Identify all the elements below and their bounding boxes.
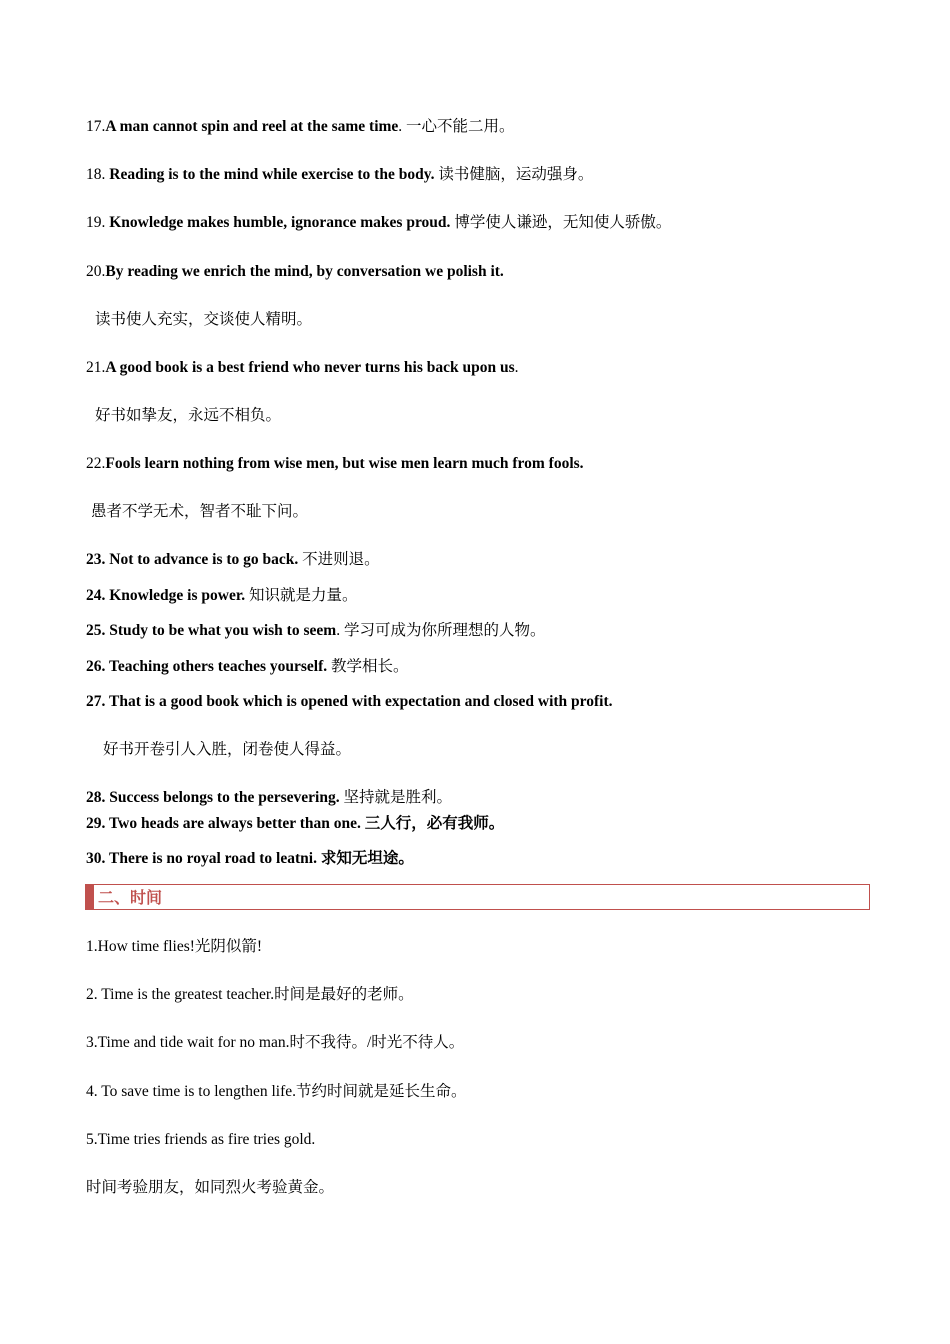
proverb-chinese: 好书开卷引人入胜，闭卷使人得益。 xyxy=(103,741,352,758)
proverb-trail: . xyxy=(336,622,341,639)
proverb-27-translation xyxy=(103,740,351,760)
proverb-24 xyxy=(86,586,358,606)
time-quote-5: 5.Time tries friends as fire tries gold. xyxy=(86,1131,316,1148)
proverb-number: 17. xyxy=(86,118,106,135)
proverb-chinese: 知识就是力量。 xyxy=(245,587,358,604)
proverb-english: There is no royal road to leatni. xyxy=(108,850,317,867)
proverb-18 xyxy=(86,165,593,185)
proverb-number: 28. xyxy=(86,789,110,806)
proverb-chinese: 不进则退。 xyxy=(298,551,380,568)
proverb-17 xyxy=(86,117,515,137)
proverb-english: By reading we enrich the mind, by conversation we polish it. xyxy=(105,263,504,280)
proverb-number: 27. xyxy=(86,693,109,710)
section-heading: 二、时间 xyxy=(98,888,163,907)
proverb-number: 20. xyxy=(86,263,106,280)
proverb-22-translation xyxy=(91,502,308,522)
proverb-english: Reading is to the mind while exercise to the body. xyxy=(109,166,435,183)
time-quote-1: 1.How time flies!光阴似箭! xyxy=(86,938,263,955)
time-quote-3: 3.Time and tide wait for no man.时不我待。/时光不待人。 xyxy=(86,1034,465,1051)
proverb-20 xyxy=(86,262,504,282)
time-quote-4: 4. To save time is to lengthen life.节约时间就是延长生命。 xyxy=(86,1083,467,1100)
proverb-26 xyxy=(86,657,409,677)
proverb-english: Not to advance is to go back. xyxy=(109,551,299,568)
proverb-english: Study to be what you wish to seem xyxy=(109,622,337,639)
proverb-29 xyxy=(86,814,504,834)
proverb-english: Teaching others teaches yourself. xyxy=(108,658,328,675)
proverb-english: A man cannot spin and reel at the same time xyxy=(105,118,399,135)
proverb-chinese: 愚者不学无术，智者不耻下问。 xyxy=(91,503,309,520)
proverb-chinese: 一心不能二用。 xyxy=(402,118,515,135)
proverb-number: 22. xyxy=(86,455,106,472)
proverb-21 xyxy=(86,358,519,378)
proverb-english: Knowledge is power. xyxy=(109,587,246,604)
proverb-chinese: 教学相长。 xyxy=(327,658,409,675)
proverb-chinese: 读书健脑，运动强身。 xyxy=(434,166,594,183)
proverb-trail: . xyxy=(398,118,403,135)
proverb-number: 26. xyxy=(86,658,109,675)
proverb-chinese: 好书如挚友，永远不相负。 xyxy=(95,407,282,424)
time-quote-5-translation: 时间考验朋友，如同烈火考验黄金。 xyxy=(86,1179,335,1196)
proverb-trail: . xyxy=(514,359,519,376)
proverb-number: 25. xyxy=(86,622,110,639)
proverb-chinese: 三人行，必有我师。 xyxy=(360,815,505,832)
proverb-number: 21. xyxy=(86,359,106,376)
proverb-chinese: 读书使人充实，交谈使人精明。 xyxy=(95,311,313,328)
proverb-20-translation xyxy=(95,310,312,330)
proverb-number: 29. xyxy=(86,815,109,832)
proverb-chinese: 坚持就是胜利。 xyxy=(339,789,452,806)
time-quote-2: 2. Time is the greatest teacher.时间是最好的老师。 xyxy=(86,986,414,1003)
proverb-english: Two heads are always better than one. xyxy=(108,815,361,832)
proverb-19 xyxy=(86,213,671,233)
proverb-25 xyxy=(86,621,545,641)
proverb-english: Success belongs to the persevering. xyxy=(109,789,340,806)
proverb-chinese: 学习可成为你所理想的人物。 xyxy=(340,622,546,639)
proverb-number: 23. xyxy=(86,551,110,568)
proverb-21-translation xyxy=(95,406,281,426)
proverb-english: Knowledge makes humble, ignorance makes proud. xyxy=(109,214,451,231)
proverb-number: 30. xyxy=(86,850,109,867)
proverb-number: 24. xyxy=(86,587,110,604)
proverb-30 xyxy=(86,849,414,869)
section-heading-box xyxy=(85,884,870,910)
proverb-chinese: 求知无坦途。 xyxy=(316,850,414,867)
proverb-22 xyxy=(86,454,584,474)
proverb-number: 18. xyxy=(86,166,110,183)
proverb-english: A good book is a best friend who never turns his back upon us xyxy=(105,359,515,376)
proverb-28 xyxy=(86,788,452,808)
proverb-23 xyxy=(86,550,380,570)
heading-accent-bar xyxy=(86,885,94,909)
proverb-number: 19. xyxy=(86,214,110,231)
proverb-27 xyxy=(86,692,613,712)
proverb-english: Fools learn nothing from wise men, but wise men learn much from fools. xyxy=(105,455,584,472)
proverb-english: That is a good book which is opened with expectation and closed with profit. xyxy=(108,693,613,710)
proverb-chinese: 博学使人谦逊，无知使人骄傲。 xyxy=(450,214,672,231)
